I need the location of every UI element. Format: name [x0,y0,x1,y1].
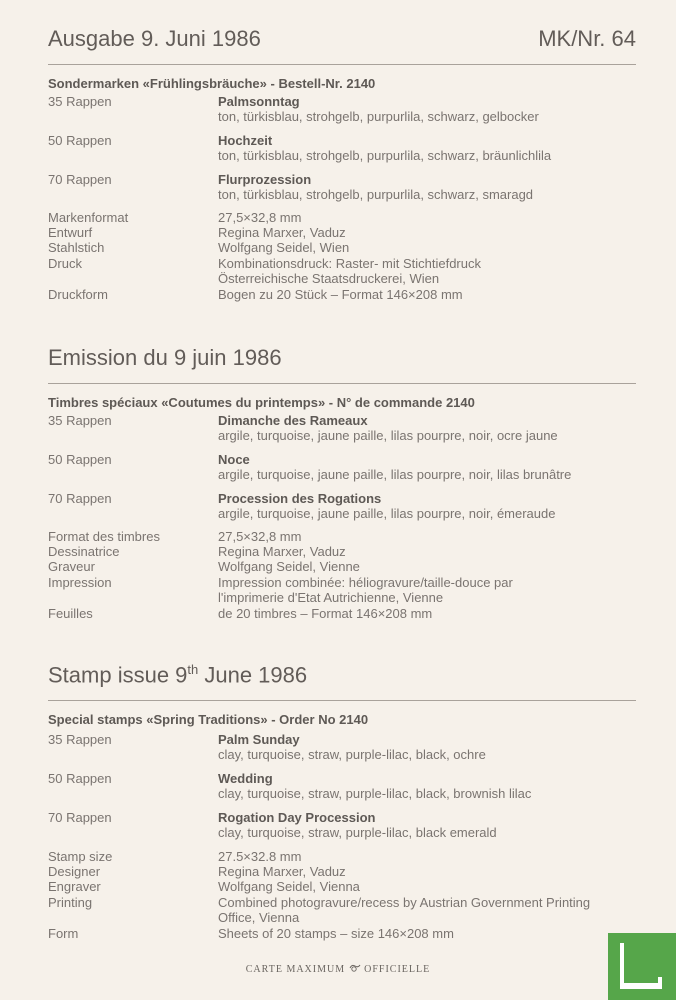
stamp-colors: argile, turquoise, jaune paille, lilas pourpre, noir, lilas brunâtre [218,467,572,482]
stamp-name: Rogation Day Procession [218,810,376,825]
detail-label: Druckform [48,287,108,302]
detail-label: Designer [48,864,101,879]
stamp-colors: argile, turquoise, jaune paille, lilas pourpre, noir, émeraude [218,506,556,521]
stamp-colors: ton, türkisblau, strohgelb, purpurlila, schwarz, gelbocker [218,109,539,124]
detail-label: Impression [48,575,112,590]
detail-value: Wolfgang Seidel, Wien [218,240,350,255]
detail-value: de 20 timbres – Format 146×208 mm [218,606,433,621]
detail-value: Office, Vienna [218,910,300,925]
detail-value: Wolfgang Seidel, Vienna [218,879,360,894]
section-header [48,26,636,65]
stamp-value: 70 Rappen [48,491,112,506]
series-subhead: Timbres spéciaux «Coutumes du printemps» - N° de commande 2140 [48,395,475,410]
detail-value: Österreichische Staatsdruckerei, Wien [218,271,440,286]
detail-value: 27,5×32,8 mm [218,210,302,225]
stamp-value: 50 Rappen [48,771,112,786]
card-number: MK/Nr. 64 [538,26,636,51]
green-l-logo [608,933,676,1000]
detail-label: Stahlstich [48,240,105,255]
detail-value: Wolfgang Seidel, Vienne [218,559,360,574]
posthorn-icon [349,963,361,973]
detail-label: Feuilles [48,606,93,621]
footer-text-left: CARTE MAXIMUM [245,964,346,975]
detail-value: Kombinationsdruck: Raster- mit Stichtiefdruck [218,256,481,271]
stamp-name: Palmsonntag [218,94,300,109]
stamp-value: 35 Rappen [48,94,112,109]
stamp-colors: ton, türkisblau, strohgelb, purpurlila, schwarz, smaragd [218,187,534,202]
stamp-value: 70 Rappen [48,810,112,825]
detail-value: Regina Marxer, Vaduz [218,544,346,559]
detail-value: Sheets of 20 stamps – size 146×208 mm [218,926,454,941]
detail-label: Form [48,926,79,941]
stamp-value: 50 Rappen [48,133,112,148]
detail-label: Graveur [48,559,95,574]
detail-label: Dessinatrice [48,544,120,559]
stamp-name: Dimanche des Rameaux [218,413,368,428]
detail-value: l'imprimerie d'Etat Autrichienne, Vienne [218,590,444,605]
detail-label: Entwurf [48,225,93,240]
detail-value: Combined photogravure/recess by Austrian Government Printing [218,895,591,910]
stamp-name: Wedding [218,771,273,786]
stamp-name: Procession des Rogations [218,491,382,506]
detail-value: 27.5×32.8 mm [218,849,302,864]
stamp-name: Palm Sunday [218,732,300,747]
detail-value: Impression combinée: héliogravure/taille-douce par [218,575,513,590]
detail-value: Bogen zu 20 Stück – Format 146×208 mm [218,287,463,302]
stamp-colors: ton, türkisblau, strohgelb, purpurlila, schwarz, bräunlichlila [218,148,552,163]
stamp-colors: argile, turquoise, jaune paille, lilas pourpre, noir, ocre jaune [218,428,558,443]
stamp-value: 35 Rappen [48,732,112,747]
detail-label: Format des timbres [48,529,160,544]
footer-text-right: OFFICIELLE [364,964,431,975]
detail-value: Regina Marxer, Vaduz [218,225,346,240]
series-subhead: Sondermarken «Frühlingsbräuche» - Bestell-Nr. 2140 [48,76,376,91]
section-header [48,662,636,701]
issue-title-start: Stamp issue 9 [48,662,188,688]
issue-title: Ausgabe 9. Juni 1986 [48,26,261,51]
stamp-value: 70 Rappen [48,172,112,187]
detail-label: Druck [48,256,82,271]
footer-label [0,963,676,975]
stamp-colors: clay, turquoise, straw, purple-lilac, black emerald [218,825,497,840]
issue-title: Emission du 9 juin 1986 [48,345,282,370]
detail-label: Engraver [48,879,101,894]
stamp-name: Hochzeit [218,133,273,148]
stamp-name: Noce [218,452,250,467]
logo-inner [620,943,662,989]
series-subhead: Special stamps «Spring Traditions» - Order No 2140 [48,712,369,727]
detail-value: 27,5×32,8 mm [218,529,302,544]
stamp-colors: clay, turquoise, straw, purple-lilac, black, ochre [218,747,486,762]
issue-title-ordinal: th [187,662,199,677]
stamp-name: Flurprozession [218,172,312,187]
issue-title [48,662,307,688]
detail-label: Markenformat [48,210,129,225]
stamp-value: 50 Rappen [48,452,112,467]
detail-label: Stamp size [48,849,113,864]
stamp-colors: clay, turquoise, straw, purple-lilac, black, brownish lilac [218,786,532,801]
stamp-value: 35 Rappen [48,413,112,428]
detail-value: Regina Marxer, Vaduz [218,864,346,879]
detail-label: Printing [48,895,93,910]
section-header [48,345,636,384]
issue-title-end: June 1986 [198,662,308,688]
